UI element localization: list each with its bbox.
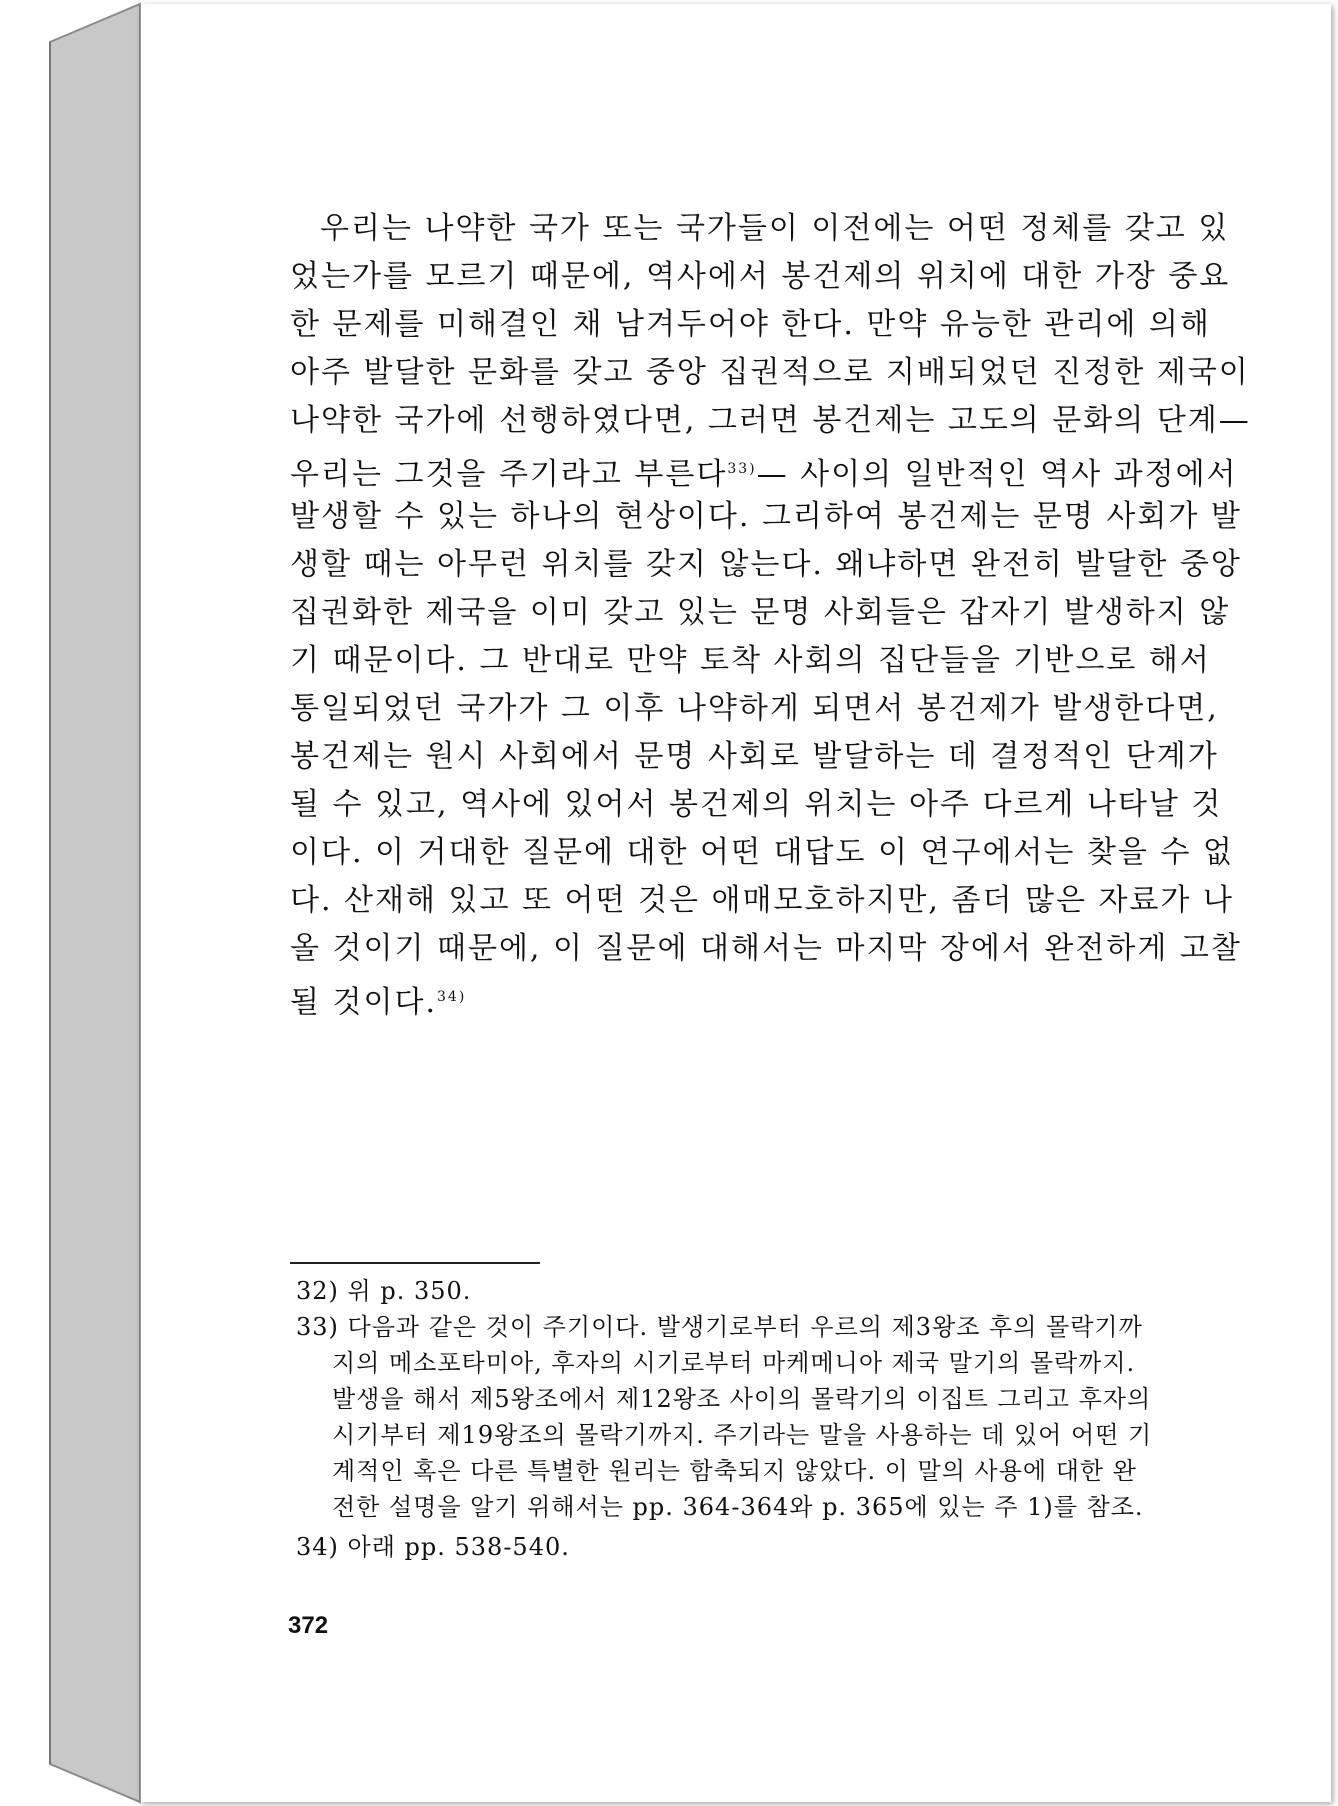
body-line-rest: — 사이의 일반적인 역사 과정에서 bbox=[756, 457, 1238, 492]
body-line: 집권화한 제국을 이미 갖고 있는 문명 사회들은 갑자기 발생하지 않 bbox=[290, 595, 1231, 630]
footnote-33-line: 발생을 해서 제5왕조에서 제12왕조 사이의 몰락기의 이집트 그리고 후자의 bbox=[332, 1385, 1152, 1413]
footnote-33-line: 지의 메소포타미아, 후자의 시기로부터 마케메니아 제국 말기의 몰락까지. bbox=[332, 1349, 1136, 1377]
body-line: 봉건제는 원시 사회에서 문명 사회로 발달하는 데 결정적인 단계가 bbox=[290, 739, 1219, 774]
body-line: 생할 때는 아무런 위치를 갖지 않는다. 왜냐하면 완전히 발달한 중앙 bbox=[290, 547, 1242, 582]
body-line: 올 것이기 때문에, 이 질문에 대해서는 마지막 장에서 완전하게 고찰 bbox=[290, 931, 1242, 966]
body-line: 될 수 있고, 역사에 있어서 봉건제의 위치는 아주 다르게 나타날 것 bbox=[290, 787, 1223, 822]
body-line-start: 우리는 그것을 주기라고 부른다 bbox=[290, 457, 728, 492]
footnote-33-line: 전한 설명을 알기 위해서는 pp. 364-364와 p. 365에 있는 주 1)를 참조. bbox=[332, 1493, 1144, 1521]
body-line: 우리는 나약한 국가 또는 국가들이 이전에는 어떤 정체를 갖고 있 bbox=[320, 211, 1230, 246]
footnote-33-line: 시기부터 제19왕조의 몰락기까지. 주기라는 말을 사용하는 데 있어 어떤 기 bbox=[332, 1421, 1153, 1449]
body-line: 통일되었던 국가가 그 이후 나약하게 되면서 봉건제가 발생한다면, bbox=[290, 691, 1219, 726]
body-line bbox=[290, 973, 466, 1027]
body-line-start: 될 것이다. bbox=[290, 985, 437, 1020]
body-line bbox=[290, 445, 1238, 499]
body-line: 발생할 수 있는 하나의 현상이다. 그리하여 봉건제는 문명 사회가 발 bbox=[290, 499, 1242, 534]
footnote-33: 33) 다음과 같은 것이 주기이다. 발생기로부터 우르의 제3왕조 후의 몰락기까 bbox=[296, 1313, 1143, 1341]
body-line: 기 때문이다. 그 반대로 만약 토착 사회의 집단들을 기반으로 해서 bbox=[290, 643, 1211, 678]
body-line: 한 문제를 미해결인 채 남겨두어야 한다. 만약 유능한 관리에 의해 bbox=[290, 307, 1211, 342]
page-number: 372 bbox=[288, 1612, 329, 1639]
body-line: 다. 산재해 있고 또 어떤 것은 애매모호하지만, 좀더 많은 자료가 나 bbox=[290, 883, 1234, 918]
footnote-ref: 34) bbox=[437, 989, 467, 1005]
body-line: 아주 발달한 문화를 갖고 중앙 집권적으로 지배되었던 진정한 제국이 bbox=[290, 355, 1250, 390]
footnote-34: 34) 아래 pp. 538-540. bbox=[296, 1533, 570, 1561]
footnote-divider bbox=[290, 1262, 540, 1264]
body-line: 었는가를 모르기 때문에, 역사에서 봉건제의 위치에 대한 가장 중요 bbox=[290, 259, 1231, 294]
book-side-face bbox=[50, 4, 140, 1802]
footnote-32: 32) 위 p. 350. bbox=[296, 1277, 472, 1305]
footnote-33-line: 계적인 혹은 다른 특별한 원리는 함축되지 않았다. 이 말의 사용에 대한 완 bbox=[332, 1457, 1137, 1485]
body-line: 이다. 이 거대한 질문에 대한 어떤 대답도 이 연구에서는 찾을 수 없 bbox=[290, 835, 1234, 870]
footnote-ref: 33) bbox=[727, 461, 757, 477]
body-line: 나약한 국가에 선행하였다면, 그러면 봉건제는 고도의 문화의 단계— bbox=[290, 403, 1251, 438]
